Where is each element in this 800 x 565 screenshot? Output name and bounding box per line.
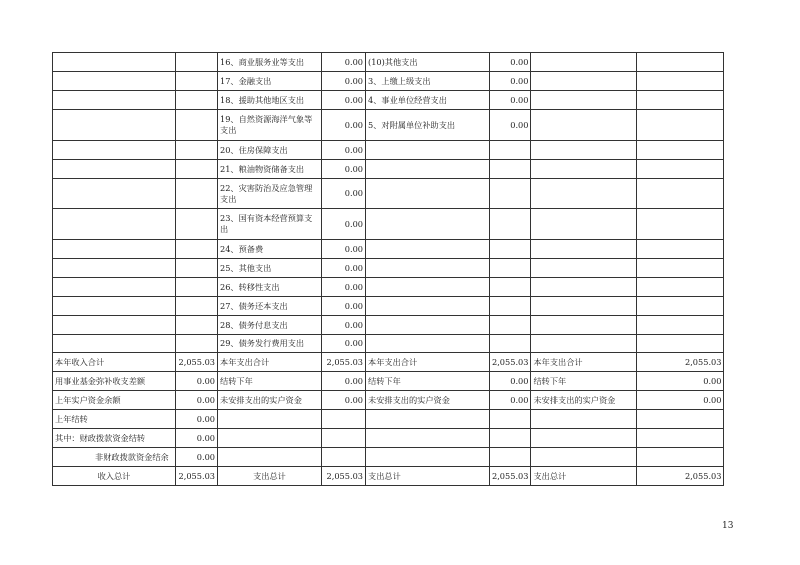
expense-item-label xyxy=(366,297,490,316)
expense-item-amount: 0.00 xyxy=(490,72,531,91)
empty-cell xyxy=(176,335,218,353)
empty-cell xyxy=(53,297,176,316)
summary-amount: 0.00 xyxy=(322,372,366,391)
empty-cell xyxy=(531,259,637,278)
expense-item-amount: 0.00 xyxy=(322,335,366,353)
summary-amount: 0.00 xyxy=(490,391,531,410)
empty-cell xyxy=(531,141,637,160)
expense-item-label: (10)其他支出 xyxy=(366,53,490,72)
empty-cell xyxy=(53,259,176,278)
empty-cell xyxy=(637,278,724,297)
expense-item-label xyxy=(366,259,490,278)
empty-cell xyxy=(176,91,218,110)
expense-item-label: 18、援助其他地区支出 xyxy=(218,91,322,110)
expense-item-label xyxy=(366,209,490,240)
expense-item-label: 28、债务付息支出 xyxy=(218,316,322,335)
empty-cell xyxy=(176,240,218,259)
expense-item-amount xyxy=(490,297,531,316)
summary-label xyxy=(366,410,490,429)
total-label: 支出总计 xyxy=(218,467,322,486)
expense-item-amount: 0.00 xyxy=(322,259,366,278)
table-row xyxy=(53,179,724,209)
summary-amount: 0.00 xyxy=(490,372,531,391)
empty-cell xyxy=(176,259,218,278)
table-row xyxy=(53,72,724,91)
empty-cell xyxy=(637,72,724,91)
summary-label xyxy=(531,448,637,467)
summary-amount xyxy=(322,429,366,448)
total-amount: 2,055.03 xyxy=(322,467,366,486)
expense-item-amount xyxy=(490,316,531,335)
expense-item-amount: 0.00 xyxy=(322,297,366,316)
expense-item-label xyxy=(366,335,490,353)
expense-item-amount: 0.00 xyxy=(322,240,366,259)
expense-item-amount xyxy=(490,209,531,240)
expense-item-amount: 0.00 xyxy=(322,110,366,141)
table-row xyxy=(53,110,724,141)
expense-item-label: 27、债务还本支出 xyxy=(218,297,322,316)
empty-cell xyxy=(53,110,176,141)
summary-amount: 0.00 xyxy=(637,391,724,410)
summary-amount xyxy=(637,448,724,467)
summary-amount: 2,055.03 xyxy=(322,353,366,372)
empty-cell xyxy=(53,141,176,160)
empty-cell xyxy=(531,278,637,297)
empty-cell xyxy=(531,160,637,179)
table-row xyxy=(53,141,724,160)
expense-item-amount: 0.00 xyxy=(490,110,531,141)
summary-label: 结转下年 xyxy=(218,372,322,391)
table-row xyxy=(53,448,724,467)
summary-label: 其中：财政拨款资金结转 xyxy=(53,429,176,448)
summary-amount: 0.00 xyxy=(176,372,218,391)
total-label: 收入总计 xyxy=(53,467,176,486)
empty-cell xyxy=(531,316,637,335)
empty-cell xyxy=(637,110,724,141)
summary-label: 未安排支出的实户资金 xyxy=(218,391,322,410)
empty-cell xyxy=(53,240,176,259)
expense-item-amount: 0.00 xyxy=(322,72,366,91)
summary-amount: 0.00 xyxy=(322,391,366,410)
summary-amount: 0.00 xyxy=(176,448,218,467)
summary-amount: 2,055.03 xyxy=(176,353,218,372)
table-row xyxy=(53,278,724,297)
empty-cell xyxy=(531,91,637,110)
expense-item-amount: 0.00 xyxy=(322,209,366,240)
empty-cell xyxy=(176,179,218,209)
summary-label: 本年支出合计 xyxy=(218,353,322,372)
summary-amount xyxy=(490,448,531,467)
empty-cell xyxy=(531,297,637,316)
summary-label: 本年支出合计 xyxy=(366,353,490,372)
expense-item-amount xyxy=(490,141,531,160)
empty-cell xyxy=(637,179,724,209)
empty-cell xyxy=(53,160,176,179)
total-amount: 2,055.03 xyxy=(637,467,724,486)
empty-cell xyxy=(531,335,637,353)
expense-item-amount: 0.00 xyxy=(490,91,531,110)
expense-item-label xyxy=(366,316,490,335)
empty-cell xyxy=(637,335,724,353)
expense-item-label: 20、住房保障支出 xyxy=(218,141,322,160)
summary-amount: 2,055.03 xyxy=(637,353,724,372)
summary-label: 上年实户资金余额 xyxy=(53,391,176,410)
summary-amount xyxy=(322,410,366,429)
expense-item-amount: 0.00 xyxy=(322,278,366,297)
expense-item-label xyxy=(366,141,490,160)
summary-amount: 0.00 xyxy=(176,391,218,410)
expense-item-amount xyxy=(490,240,531,259)
empty-cell xyxy=(53,72,176,91)
empty-cell xyxy=(176,297,218,316)
expense-item-label: 21、粮油物资储备支出 xyxy=(218,160,322,179)
empty-cell xyxy=(531,72,637,91)
table-row xyxy=(53,160,724,179)
table-row xyxy=(53,53,724,72)
empty-cell xyxy=(176,316,218,335)
total-label: 支出总计 xyxy=(531,467,637,486)
empty-cell xyxy=(637,316,724,335)
expense-item-amount: 0.00 xyxy=(322,53,366,72)
empty-cell xyxy=(637,53,724,72)
empty-cell xyxy=(53,91,176,110)
expense-item-amount: 0.00 xyxy=(322,179,366,209)
total-amount: 2,055.03 xyxy=(490,467,531,486)
summary-label: 本年支出合计 xyxy=(531,353,637,372)
summary-amount: 2,055.03 xyxy=(490,353,531,372)
empty-cell xyxy=(531,53,637,72)
table-row xyxy=(53,240,724,259)
expense-item-label: 29、债务发行费用支出 xyxy=(218,335,322,353)
expense-item-label: 19、自然资源海洋气象等支出 xyxy=(218,110,322,141)
expense-item-amount: 0.00 xyxy=(490,53,531,72)
expense-item-label: 16、商业服务业等支出 xyxy=(218,53,322,72)
budget-table xyxy=(52,52,724,486)
expense-item-amount xyxy=(490,259,531,278)
expense-item-label: 23、国有资本经营预算支出 xyxy=(218,209,322,240)
summary-amount: 0.00 xyxy=(176,429,218,448)
expense-item-label: 5、对附属单位补助支出 xyxy=(366,110,490,141)
summary-label xyxy=(218,448,322,467)
table-row xyxy=(53,259,724,278)
expense-item-label: 24、预备费 xyxy=(218,240,322,259)
table-row xyxy=(53,353,724,372)
empty-cell xyxy=(531,209,637,240)
empty-cell xyxy=(637,297,724,316)
total-label: 支出总计 xyxy=(366,467,490,486)
summary-amount xyxy=(490,410,531,429)
empty-cell xyxy=(531,179,637,209)
expense-item-label: 3、上缴上级支出 xyxy=(366,72,490,91)
expense-item-label: 25、其他支出 xyxy=(218,259,322,278)
expense-item-label xyxy=(366,240,490,259)
empty-cell xyxy=(637,259,724,278)
table-row xyxy=(53,410,724,429)
empty-cell xyxy=(53,53,176,72)
expense-item-amount xyxy=(490,160,531,179)
empty-cell xyxy=(176,160,218,179)
summary-label xyxy=(218,410,322,429)
summary-amount xyxy=(322,448,366,467)
empty-cell xyxy=(176,278,218,297)
summary-label: 用事业基金弥补收支差额 xyxy=(53,372,176,391)
summary-label: 非财政拨款资金结余 xyxy=(53,448,176,467)
expense-item-amount: 0.00 xyxy=(322,160,366,179)
expense-item-label xyxy=(366,160,490,179)
table-row xyxy=(53,429,724,448)
expense-item-amount: 0.00 xyxy=(322,316,366,335)
expense-item-label: 17、金融支出 xyxy=(218,72,322,91)
expense-item-amount: 0.00 xyxy=(322,141,366,160)
table-row xyxy=(53,391,724,410)
empty-cell xyxy=(637,160,724,179)
summary-amount xyxy=(637,410,724,429)
expense-item-label: 22、灾害防治及应急管理支出 xyxy=(218,179,322,209)
table-row xyxy=(53,372,724,391)
empty-cell xyxy=(637,141,724,160)
summary-label xyxy=(218,429,322,448)
expense-item-label xyxy=(366,278,490,297)
table-row xyxy=(53,335,724,353)
empty-cell xyxy=(53,179,176,209)
summary-amount xyxy=(490,429,531,448)
table-row xyxy=(53,91,724,110)
summary-label: 结转下年 xyxy=(366,372,490,391)
summary-label: 本年收入合计 xyxy=(53,353,176,372)
page-number: 13 xyxy=(722,521,734,531)
empty-cell xyxy=(531,110,637,141)
summary-label xyxy=(366,429,490,448)
summary-amount: 0.00 xyxy=(637,372,724,391)
expense-item-label: 4、事业单位经营支出 xyxy=(366,91,490,110)
empty-cell xyxy=(637,91,724,110)
summary-label xyxy=(531,429,637,448)
total-row xyxy=(53,467,724,486)
table-row xyxy=(53,297,724,316)
empty-cell xyxy=(53,335,176,353)
expense-item-amount xyxy=(490,278,531,297)
expense-item-label: 26、转移性支出 xyxy=(218,278,322,297)
table-row xyxy=(53,209,724,240)
expense-item-amount xyxy=(490,335,531,353)
summary-label xyxy=(366,448,490,467)
expense-item-label xyxy=(366,179,490,209)
summary-label: 结转下年 xyxy=(531,372,637,391)
empty-cell xyxy=(176,53,218,72)
empty-cell xyxy=(53,278,176,297)
empty-cell xyxy=(637,240,724,259)
empty-cell xyxy=(531,240,637,259)
empty-cell xyxy=(53,209,176,240)
empty-cell xyxy=(176,72,218,91)
empty-cell xyxy=(53,316,176,335)
empty-cell xyxy=(176,110,218,141)
expense-item-amount xyxy=(490,179,531,209)
summary-label: 未安排支出的实户资金 xyxy=(366,391,490,410)
summary-label: 上年结转 xyxy=(53,410,176,429)
empty-cell xyxy=(176,141,218,160)
expense-item-amount: 0.00 xyxy=(322,91,366,110)
total-amount: 2,055.03 xyxy=(176,467,218,486)
empty-cell xyxy=(176,209,218,240)
summary-label: 未安排支出的实户资金 xyxy=(531,391,637,410)
summary-amount xyxy=(637,429,724,448)
table-row xyxy=(53,316,724,335)
summary-amount: 0.00 xyxy=(176,410,218,429)
summary-label xyxy=(531,410,637,429)
empty-cell xyxy=(637,209,724,240)
